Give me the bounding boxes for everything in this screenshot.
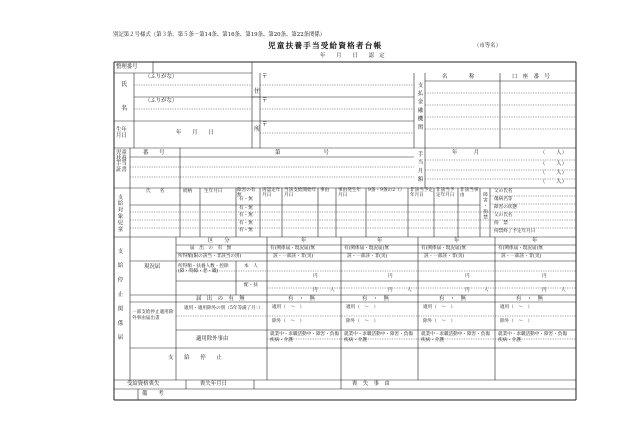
status-report-label: 現況届 bbox=[144, 264, 161, 270]
allowance-count-4: （ 人） bbox=[540, 179, 567, 185]
bank-name-header: 名 称 bbox=[442, 74, 475, 80]
remarks-label: 備 考 bbox=[142, 391, 164, 397]
loss-label: 受給資格喪失 bbox=[127, 381, 160, 387]
dob-label: 生年月日 bbox=[116, 127, 127, 139]
name-char-1: 氏 bbox=[121, 81, 128, 88]
exempt-reason-4: 就業中・求職活動中・障害・負傷疾病・介護 bbox=[498, 332, 567, 344]
certificate-id-header: 第 号 bbox=[275, 150, 329, 156]
postal-mark-2: 〒 bbox=[262, 98, 268, 104]
yen-8: 円 bbox=[542, 288, 547, 293]
children-label: 支給対象児童 bbox=[116, 194, 123, 233]
relative-5: 拘 禁 bbox=[494, 221, 508, 226]
yesno2-3: 有 ・ 無 bbox=[439, 296, 466, 302]
ref-number-label: 整理番号 bbox=[116, 64, 138, 70]
reason-date-header: 事由発生年月日 bbox=[338, 188, 361, 199]
stop-label: 支 給 停 止 bbox=[168, 355, 222, 361]
bank-account-header: 口 座 番 号 bbox=[512, 74, 550, 80]
loss-reason-label: 喪 失 事 由 bbox=[352, 381, 390, 387]
allowance-count-1: （ 人） bbox=[540, 150, 567, 156]
allowance-count-3: （ 人） bbox=[540, 170, 567, 176]
disability-header: 障害の有無 bbox=[237, 188, 256, 199]
submission-label: 届 出 の 有 無 bbox=[190, 246, 232, 251]
yesno2-4: 有 ・ 無 bbox=[516, 296, 543, 302]
payment-label: 支給停止関係届 bbox=[116, 248, 123, 349]
relative-1: 父の氏名 bbox=[494, 189, 513, 194]
yen-7: 円 bbox=[465, 288, 470, 293]
partial-3: 該・一部該・非(災) bbox=[424, 254, 465, 259]
allowance-date: 年 月 bbox=[452, 150, 479, 156]
disabled-label: 障害・拘禁 bbox=[482, 192, 488, 220]
relative-2: 傷病名等 bbox=[494, 197, 513, 202]
partial-stop-label: 一部支給停止適用除外事由届出書 bbox=[132, 310, 174, 321]
form-number: 別記第２号様式（第３条、第５条－第14条、第16条、第19条、第20条、第22条関係） bbox=[113, 32, 326, 38]
child-relation-header: 続柄 bbox=[183, 189, 193, 194]
yen-3: 円 bbox=[465, 274, 470, 279]
partial-2: 該・一部該・非(災) bbox=[347, 254, 388, 259]
apply-row-4a: 適用（ 〜 ） bbox=[500, 305, 533, 310]
apply-row-4b: 除外（ 〜 ） bbox=[500, 319, 533, 324]
furigana-label: （ふりがな） bbox=[145, 74, 178, 80]
persons-1: 人 bbox=[330, 288, 335, 293]
income-sub-label: 所得額・扶養人数・控除(障・特障・老・職) bbox=[178, 264, 229, 275]
dob-value: 年 月 日 bbox=[176, 130, 214, 136]
allowance-count-2: （ 人） bbox=[540, 161, 567, 167]
yesno-1: 有(関係届・現況届)無 bbox=[270, 246, 315, 251]
allowance-label: 手当月額 bbox=[416, 151, 423, 185]
exempt-reason-1: 就業中・求職活動中・障害・負傷疾病・介護 bbox=[270, 332, 339, 344]
child-name-header: 氏 名 bbox=[146, 189, 165, 194]
principal-label: 本 人 bbox=[244, 264, 258, 269]
persons-2: 人 bbox=[407, 288, 412, 293]
reason-header: 事由 bbox=[320, 188, 330, 193]
bank-label: 支払金融機関 bbox=[416, 82, 423, 133]
disability-option-3: 有・無 bbox=[239, 221, 253, 226]
certification-date: 年 月 日 認 定 bbox=[320, 53, 385, 59]
city-label: （市等名） bbox=[474, 43, 501, 49]
apply-row-2a: 適用（ 〜 ） bbox=[346, 305, 379, 310]
name-char-2: 名 bbox=[121, 105, 128, 112]
persons-3: 人 bbox=[484, 288, 489, 293]
yen-6: 円 bbox=[388, 288, 393, 293]
category-header: 区 分 bbox=[208, 238, 230, 244]
start-header: 当該支給開始年月日 bbox=[284, 188, 317, 199]
postal-mark-3: 〒 bbox=[262, 122, 268, 128]
furigana-label-2: （ふりがな） bbox=[145, 98, 178, 104]
year-header-3: 年 bbox=[454, 238, 460, 244]
apply-row-1a: 適用（ 〜 ） bbox=[272, 305, 305, 310]
relative-3: 障害の状態 bbox=[494, 205, 517, 210]
yen-4: 円 bbox=[542, 274, 547, 279]
yen-1: 円 bbox=[313, 274, 318, 279]
partial-4: 該・一部該・非(災) bbox=[501, 254, 542, 259]
exempt-label: 適用除外事由 bbox=[196, 336, 229, 342]
nonapplicable-date-header-2: 非該当予定年月日 bbox=[436, 188, 455, 199]
recert-header: 再認定年月日 bbox=[262, 188, 281, 199]
certificate-number-header: 番 号 bbox=[143, 150, 165, 156]
apply-row-3b: 除外（ 〜 ） bbox=[423, 319, 456, 324]
disability-option-5: 有・無 bbox=[239, 197, 253, 202]
article9-header: 9条・9条の2（） bbox=[368, 188, 405, 193]
child-dob-header: 生年月日 bbox=[204, 189, 223, 194]
address-char-2: 所 bbox=[254, 126, 261, 133]
year-header-4: 年 bbox=[532, 238, 538, 244]
partial-1: 該・一部該・非(災) bbox=[273, 254, 314, 259]
spouse-label: 配・扶 bbox=[244, 283, 258, 288]
exempt-reason-2: 就業中・求職活動中・障害・負傷疾病・介護 bbox=[344, 332, 413, 344]
filing-label: 届 出 の 有 無 bbox=[196, 296, 245, 302]
yen-2: 円 bbox=[388, 274, 393, 279]
address-char-1: 住 bbox=[254, 88, 261, 95]
yesno-4: 有(関係届・現況届)無 bbox=[498, 246, 543, 251]
certificate-label: 児童扶養手当証書 bbox=[116, 150, 127, 174]
yesno2-1: 有 ・ 無 bbox=[288, 296, 315, 302]
yen-5: 円 bbox=[313, 288, 318, 293]
postal-mark-1: 〒 bbox=[262, 74, 268, 80]
loss-date-label: 喪失年月日 bbox=[200, 381, 227, 387]
relative-4: 父の氏名 bbox=[494, 213, 513, 218]
disability-option-1: 有・無 bbox=[239, 206, 253, 211]
year-header-1: 年 bbox=[301, 238, 307, 244]
nonapplicable-date-header-1: 非該当予定年月日 bbox=[410, 188, 433, 199]
persons-4: 人 bbox=[561, 288, 566, 293]
income-label: 所得額(限の該当・非該当の別) bbox=[178, 254, 242, 259]
apply-row-2b: 除外（ 〜 ） bbox=[346, 319, 379, 324]
yesno2-2: 有 ・ 無 bbox=[362, 296, 389, 302]
yesno-3: 有(関係届・現況届)無 bbox=[421, 246, 466, 251]
disability-option-4: 有・無 bbox=[239, 228, 253, 233]
apply-label: 適用・適用除外の別（5年等満了月：） bbox=[184, 306, 263, 311]
yesno-2: 有(関係届・現況届)無 bbox=[344, 246, 389, 251]
year-header-2: 年 bbox=[377, 238, 383, 244]
page-title: 児童扶養手当受給資格者台帳 bbox=[268, 41, 383, 50]
apply-row-3a: 適用（ 〜 ） bbox=[423, 305, 456, 310]
exempt-reason-3: 就業中・求職活動中・障害・負傷疾病・介護 bbox=[421, 332, 490, 344]
nonapplicable-reason-header: 非該当事由 bbox=[460, 188, 479, 199]
apply-row-1b: 除外（ 〜 ） bbox=[272, 319, 305, 324]
relative-6: 拘禁終了予定年月日 bbox=[494, 229, 536, 234]
disability-option-2: 有・無 bbox=[239, 213, 253, 218]
